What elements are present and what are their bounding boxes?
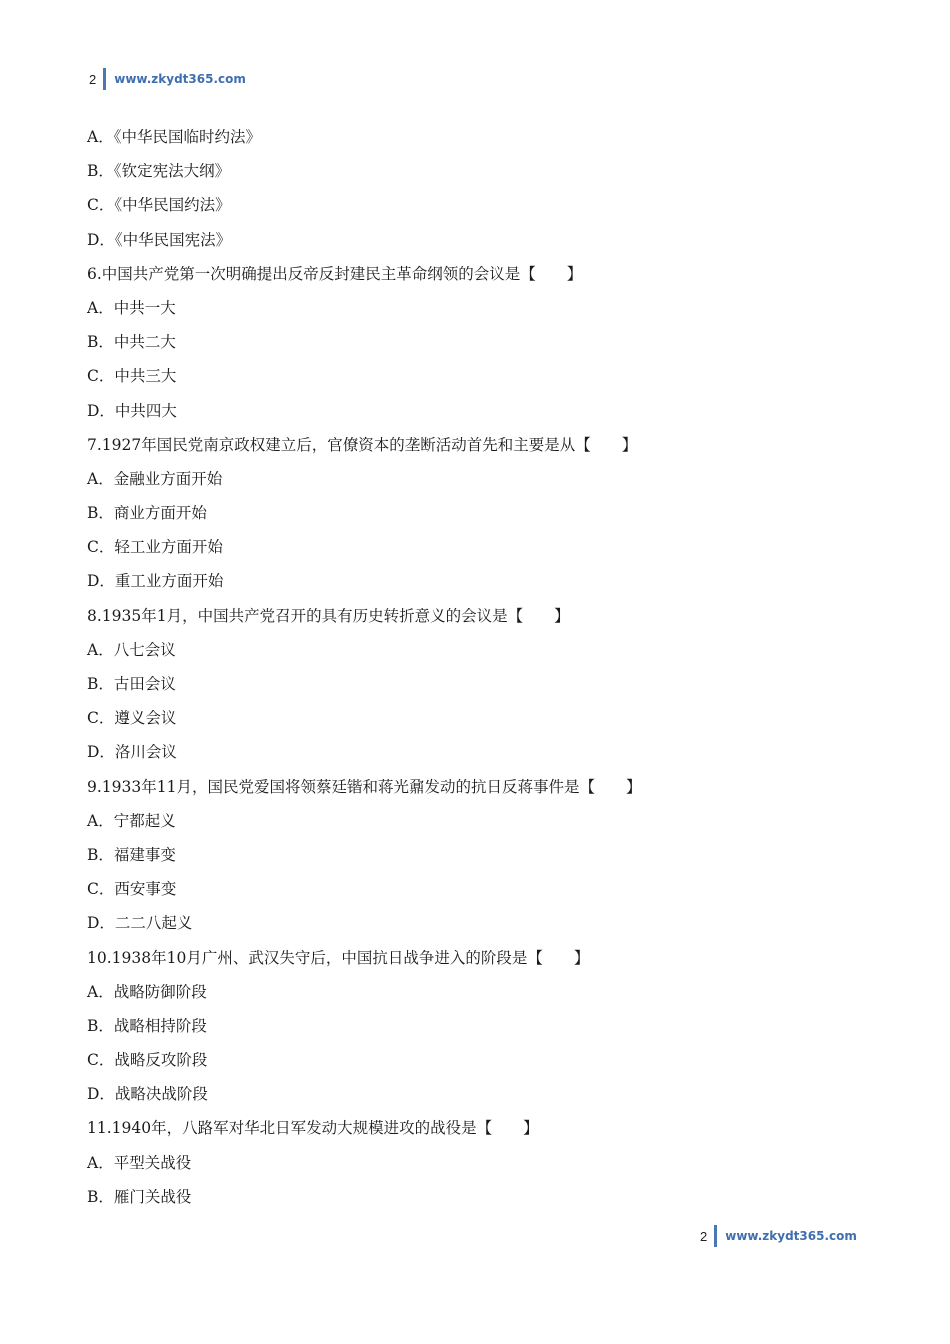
option-line: A．金融业方面开始: [87, 469, 223, 488]
option-line: B．古田会议: [87, 675, 176, 693]
question-line: 6.中国共产党第一次明确提出反帝反封建民主革命纲领的会议是【 】: [87, 264, 583, 283]
option-line: A．宁都起义: [87, 811, 176, 830]
page-header: [89, 68, 246, 90]
option-line: D．中共四大: [87, 401, 177, 420]
option-line: B．战略相持阶段: [87, 1016, 207, 1035]
header-divider: [103, 68, 106, 90]
option-line: B．福建事变: [87, 845, 176, 864]
option-line: B．《钦定宪法大纲》: [87, 162, 231, 181]
header-page-number: 2: [89, 71, 97, 87]
option-line: A．《中华民国临时约法》: [87, 128, 261, 146]
option-line: C．《中华民国约法》: [87, 196, 231, 215]
question-line: 8.1935年1月，中国共产党召开的具有历史转折意义的会议是【 】: [87, 606, 570, 625]
option-line: C．西安事变: [87, 880, 177, 899]
option-line: D．战略决战阶段: [87, 1085, 208, 1104]
option-line: B．商业方面开始: [87, 504, 207, 523]
header-url: www.zkydt365.com: [114, 72, 246, 86]
option-line: C．遵义会议: [87, 709, 177, 728]
option-line: C．战略反攻阶段: [87, 1051, 208, 1070]
option-line: A．中共一大: [87, 298, 176, 317]
option-line: B．中共二大: [87, 333, 176, 352]
option-line: C．中共三大: [87, 367, 177, 386]
question-line: 9.1933年11月，国民党爱国将领蔡廷锴和蒋光鼐发动的抗日反蒋事件是【 】: [87, 777, 642, 796]
question-line: 10.1938年10月广州、武汉失守后，中国抗日战争进入的阶段是【 】: [87, 948, 590, 967]
question-line: 11.1940年，八路军对华北日军发动大规模进攻的战役是【 】: [87, 1119, 539, 1138]
option-line: D．洛川会议: [87, 743, 177, 762]
option-line: D．重工业方面开始: [87, 572, 224, 591]
footer-divider: [714, 1225, 717, 1247]
option-line: B．雁门关战役: [87, 1187, 192, 1206]
question-line: 7.1927年国民党南京政权建立后，官僚资本的垄断活动首先和主要是从【 】: [87, 435, 638, 454]
footer-url: www.zkydt365.com: [725, 1229, 857, 1243]
option-line: C．轻工业方面开始: [87, 538, 223, 557]
option-line: A．八七会议: [87, 640, 176, 659]
document-body: [87, 124, 867, 1218]
page-footer: [700, 1225, 857, 1247]
footer-page-number: 2: [700, 1228, 708, 1244]
option-line: A．战略防御阶段: [87, 982, 207, 1001]
option-line: A．平型关战役: [87, 1153, 192, 1172]
option-line: D．《中华民国宪法》: [87, 230, 232, 249]
option-line: D．二二八起义: [87, 914, 193, 933]
